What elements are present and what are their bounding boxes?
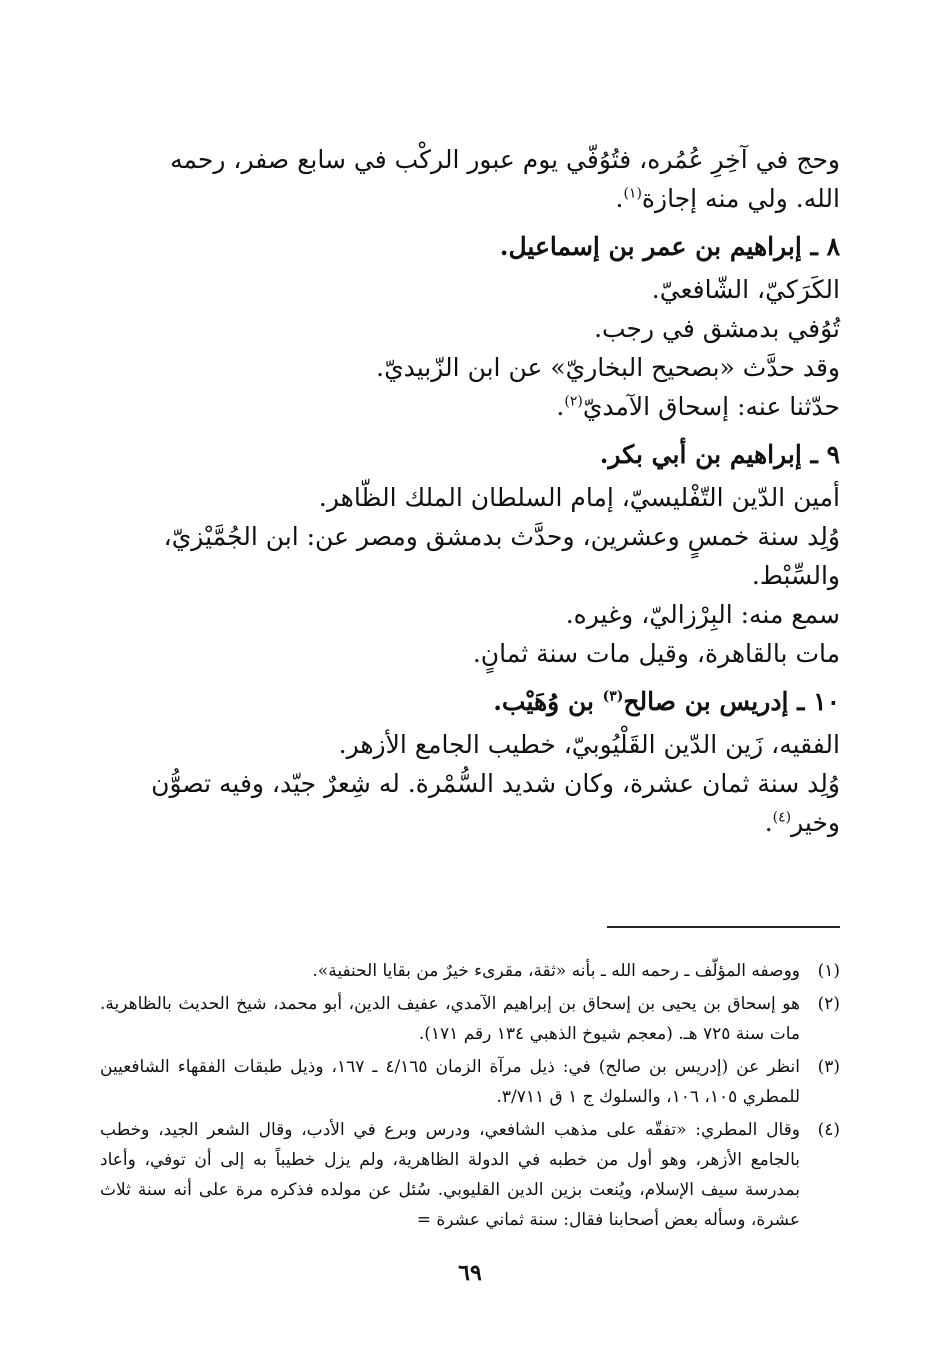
footnote: [100, 1052, 840, 1112]
page-number: ٦٩: [458, 1260, 482, 1286]
text-line: .: [615, 184, 624, 213]
footnote-text: هو إسحاق بن يحيى بن إسحاق بن إبراهيم الآمدي، عفيف الدين، أبو محمد، شيخ الحديث بالظاهرية. مات سنة ٧٢٥ هـ. (معجم شيوخ الذهبي ١٣٤ رقم ١٧١).: [100, 994, 800, 1044]
text-line: الله. ولي منه إجازة: [641, 184, 840, 213]
entry-9-line: مات بالقاهرة، وقيل مات سنة ثمانٍ.: [472, 639, 840, 668]
text-line: .: [764, 808, 773, 837]
entry-10-title: [100, 682, 840, 721]
entry-10-line: وُلِد سنة ثمان عشرة، وكان شديد السُّمْرة. له شِعرٌ جيّد، وفيه تصوُّن: [151, 769, 840, 798]
footnote: [100, 956, 840, 986]
entry-10-line: الفقيه، زَين الدّين القَلْيُوبيّ، خطيب الجامع الأزهر.: [338, 730, 840, 759]
text-line: بن وُهَيْب.: [493, 687, 603, 716]
entry-9-line: والسِّبْط.: [751, 561, 840, 590]
entry-9-line: وُلِد سنة خمسٍ وعشرين، وحدَّث بدمشق ومصر عن: ابن الجُمَّيْزيّ،: [163, 522, 840, 551]
entry-9-line: سمع منه: البِرْزاليّ، وغيره.: [565, 600, 840, 629]
footnote: [100, 989, 840, 1049]
footnote-number: (٢): [817, 994, 840, 1014]
main-text: [100, 140, 840, 842]
footnote-number: (٤): [817, 1120, 840, 1140]
entry-8-line: وقد حدَّث «بصحيح البخاريّ» عن ابن الزّبيديّ.: [376, 353, 840, 382]
text-line: حدّثنا عنه: إسحاق الآمديّ: [582, 392, 840, 421]
entry-8-line: [100, 387, 840, 426]
footnote-ref-3: (٣): [602, 688, 624, 705]
text-line: ١٠ ـ إدريس بن صالح: [623, 687, 840, 716]
footnote: [100, 1115, 840, 1235]
footnote-ref-1: (١): [623, 185, 642, 202]
entry-8-line: تُوُفي بدمشق في رجب.: [594, 314, 840, 343]
footnote-ref-4: (٤): [772, 809, 792, 826]
text-line: وحج في آخِرِ عُمُره، فتُوُفّي يوم عبور الركْب في سابع صفر، رحمه: [170, 145, 840, 174]
entry-10-line: [100, 803, 840, 842]
entry-9-title: ٩ ـ إبراهيم بن أبي بكر.: [599, 440, 840, 469]
paragraph-continuation: [100, 140, 840, 179]
footnote-ref-2: (٢): [564, 393, 583, 410]
footnote-number: (٣): [817, 1057, 840, 1077]
footnote-text: ووصفه المؤلّف ـ رحمه الله ـ بأنه «ثقة، مقرىء خيرٌ من بقايا الحنفية».: [312, 961, 800, 981]
footnote-divider: [607, 926, 840, 928]
entry-9-line: أمين الدّين التّفْليسيّ، إمام السلطان الملك الظّاهر.: [318, 483, 840, 512]
text-line: وخير: [791, 808, 840, 837]
entry-8-title: ٨ ـ إبراهيم بن عمر بن إسماعيل.: [499, 232, 840, 261]
footnote-number: (١): [817, 961, 840, 981]
footnote-text: وقال المطري: «تفقّه على مذهب الشافعي، ودرس وبرع في الأدب، وقال الشعر الجيد، وخطب بالجامع الأزهر، وهو أول من خطبه في الدولة الظاهرية، ولم يزل خطيباً به إلى أن توفي، وأعاد بمدرسة سيف الإسلام، ويُنعت بزين الدين القليوبي. سُئل عن مولده فذكره مرة على أنه سنة ثلاث عشرة، وسأله بعض أصحابنا فقال: سنة ثماني عشرة =: [100, 1120, 800, 1230]
entry-8-line: الكَرَكيّ، الشّافعيّ.: [651, 275, 840, 304]
paragraph-continuation-end: [100, 179, 840, 218]
footnotes: [100, 956, 840, 1238]
text-line: .: [556, 392, 565, 421]
footnote-text: انظر عن (إدريس بن صالح) في: ذيل مرآة الزمان ٤/١٦٥ ـ ١٦٧، وذيل طبقات الفقهاء الشافعيين للمطري ١٠٥، ١٠٦، والسلوك ج ١ ق ٣/٧١١.: [100, 1057, 800, 1107]
